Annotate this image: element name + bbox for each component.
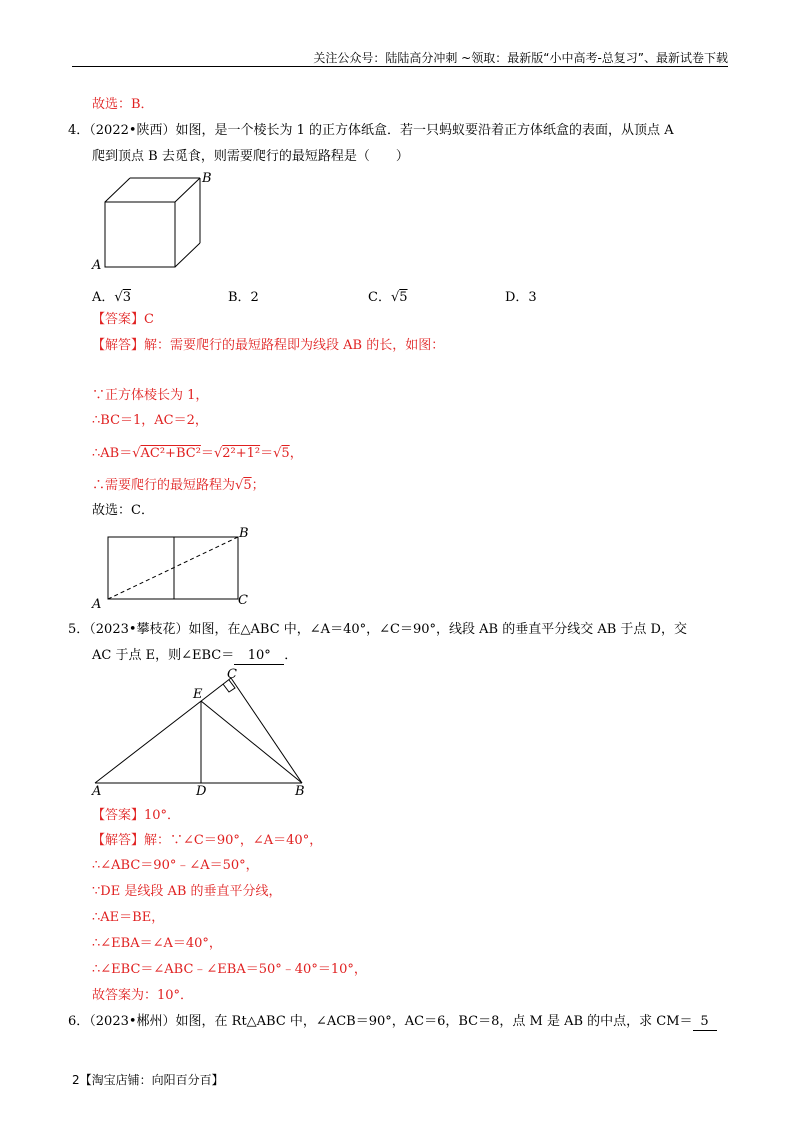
q5-label-a: A xyxy=(92,784,102,799)
q5-answer: 【答案】10°． xyxy=(92,808,181,823)
q4-solution-step2: ∴BC＝1，AC＝2， xyxy=(92,413,208,428)
q4-fig2-label-c: C xyxy=(238,593,248,608)
page-footer: 2【淘宝店铺：向阳百分百】 xyxy=(72,1073,224,1087)
previous-answer: 故选：B． xyxy=(92,97,154,112)
q4-fig2-label-a: A xyxy=(92,597,102,612)
q4-option-b: B．2 xyxy=(228,290,259,305)
q4-option-c: C．√5 xyxy=(368,290,408,305)
q4-answer: 【答案】C xyxy=(92,312,154,327)
q4-solution-step3: ∴AB＝√AC²+BC²＝√2²+1²＝√5， xyxy=(92,446,303,461)
q4-label-b: B xyxy=(202,171,212,186)
q5-label-d: D xyxy=(196,784,207,799)
q4-cube-figure xyxy=(90,172,220,272)
q4-stem-line2: 爬到顶点 B 去觅食，则需要爬行的最短路程是（ ） xyxy=(92,149,409,164)
q4-solution-conclusion: 故选：C． xyxy=(92,503,154,518)
q4-solution-step1: ∵正方体棱长为 1， xyxy=(92,388,209,403)
q5-solution-step6: ∴∠EBC＝∠ABC﹣∠EBA＝50°﹣40°＝10°， xyxy=(92,962,367,977)
q4-label-a: A xyxy=(92,258,102,273)
q5-label-e: E xyxy=(193,687,203,702)
q5-solution-step2: ∴∠ABC＝90°﹣∠A＝50°， xyxy=(92,858,259,873)
q4-solution-intro: 【解答】解：需要爬行的最短路程即为线段 AB 的长，如图： xyxy=(92,338,445,353)
q5-triangle-figure xyxy=(90,668,320,800)
q4-solution-step4: ∴需要爬行的最短路程为√5； xyxy=(92,478,265,493)
q5-answer-blank: 10° xyxy=(234,648,284,665)
q5-stem-line1: 5．（2023•攀枝花）如图，在△ABC 中，∠A＝40°，∠C＝90°，线段 AB 的垂直平分线交 AB 于点 D，交 xyxy=(68,622,687,637)
q5-label-c: C xyxy=(227,667,237,682)
q4-stem-line1: 4．（2022•陕西）如图，是一个棱长为 1 的正方体纸盒．若一只蚂蚁要沿着正方体纸盒的表面，从顶点 A xyxy=(68,123,674,138)
q4-option-a: A．√3 xyxy=(92,290,131,305)
q5-solution-conclusion: 故答案为：10°． xyxy=(92,988,194,1003)
q5-stem-line2: AC 于点 E，则∠EBC＝ 10° ． xyxy=(92,648,298,663)
header-rule xyxy=(72,66,728,67)
q5-solution-step3: ∵DE 是线段 AB 的垂直平分线， xyxy=(92,884,282,899)
q4-option-d: D．3 xyxy=(505,290,537,305)
q6-answer-blank: 5 xyxy=(693,1014,717,1031)
q5-solution-step4: ∴AE＝BE， xyxy=(92,910,165,925)
q4-fig2-label-b: B xyxy=(239,526,249,541)
q6-stem-line1: 6．（2023•郴州）如图，在 Rt△ABC 中，∠ACB＝90°，AC＝6，BC＝8，点 M 是 AB 的中点，求 CM＝ 5 xyxy=(68,1014,717,1031)
q4-unfolded-figure xyxy=(92,528,257,610)
q5-solution-step5: ∴∠EBA＝∠A＝40°， xyxy=(92,936,222,951)
q5-solution-step1: 【解答】解：∵∠C＝90°，∠A＝40°， xyxy=(92,833,323,848)
page-header: 关注公众号：陆陆高分冲刺 ~领取：最新版“小中高考-总复习”、最新试卷下载 xyxy=(313,51,728,65)
q5-label-b: B xyxy=(295,784,305,799)
